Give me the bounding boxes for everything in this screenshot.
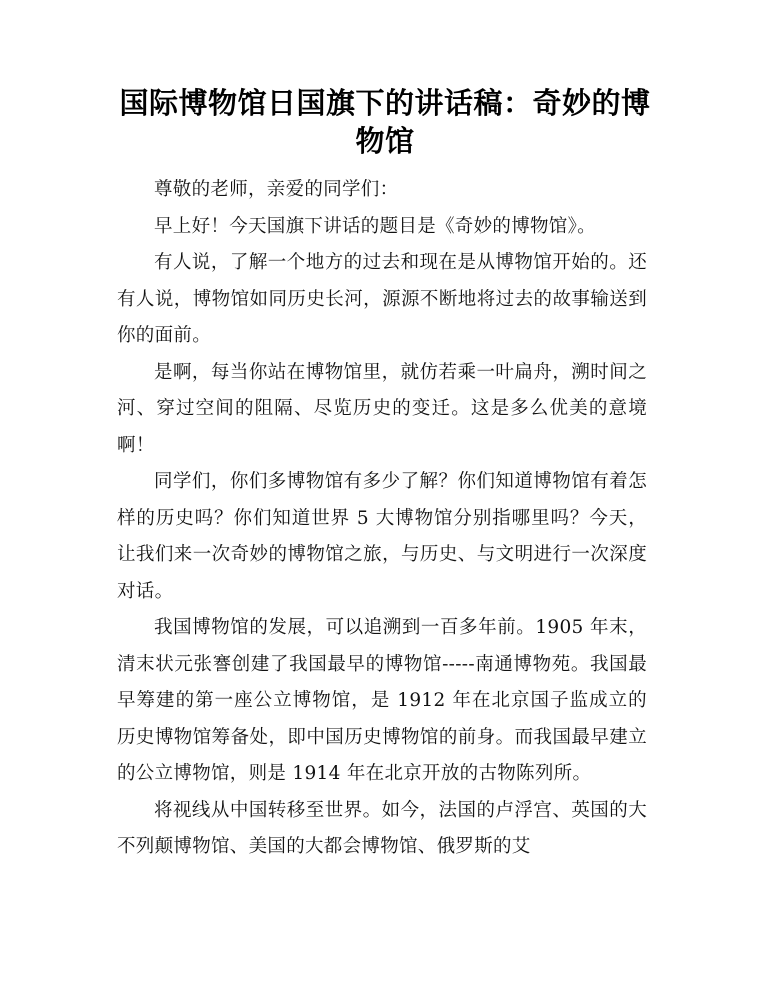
paragraph-world: 将视线从中国转移至世界。如今，法国的卢浮宫、英国的大不列颠博物馆、美国的大都会博物馆、俄罗斯的艾 — [117, 799, 647, 857]
paragraph-quote: 有人说，了解一个地方的过去和现在是从博物馆开始的。还有人说，博物馆如同历史长河，源源不断地将过去的故事输送到你的面前。 — [117, 252, 647, 346]
paragraph-greeting: 尊敬的老师，亲爱的同学们： — [154, 179, 399, 200]
paragraph-china-history: 我国博物馆的发展，可以追溯到一百多年前。1905 年末，清末状元张謇创建了我国最早的博物馆-----南通博物苑。我国最早筹建的第一座公立博物馆，是 1912 年在北京国子监成立的历史博物馆筹备处，即中国历史博物馆的前身。而我国最早建立的公立博物馆，则是 1914 年在北京开放的古物陈列所。 — [117, 617, 647, 784]
document-body — [117, 172, 647, 866]
paragraph-questions: 同学们，你们多博物馆有多少了解？你们知道博物馆有着怎样的历史吗？你们知道世界 5 大博物馆分别指哪里吗？今天，让我们来一次奇妙的博物馆之旅，与历史、与文明进行一次深度对话。 — [117, 471, 647, 602]
paragraph-imagery: 是啊，每当你站在博物馆里，就仿若乘一叶扁舟，溯时间之河、穿过空间的阻隔、尽览历史的变迁。这是多么优美的意境啊！ — [117, 361, 647, 456]
document-title: 国际博物馆日国旗下的讲话稿：奇妙的博物馆 — [119, 86, 651, 158]
paragraph-opening: 早上好！今天国旗下讲话的题目是《奇妙的博物馆》。 — [154, 215, 596, 237]
